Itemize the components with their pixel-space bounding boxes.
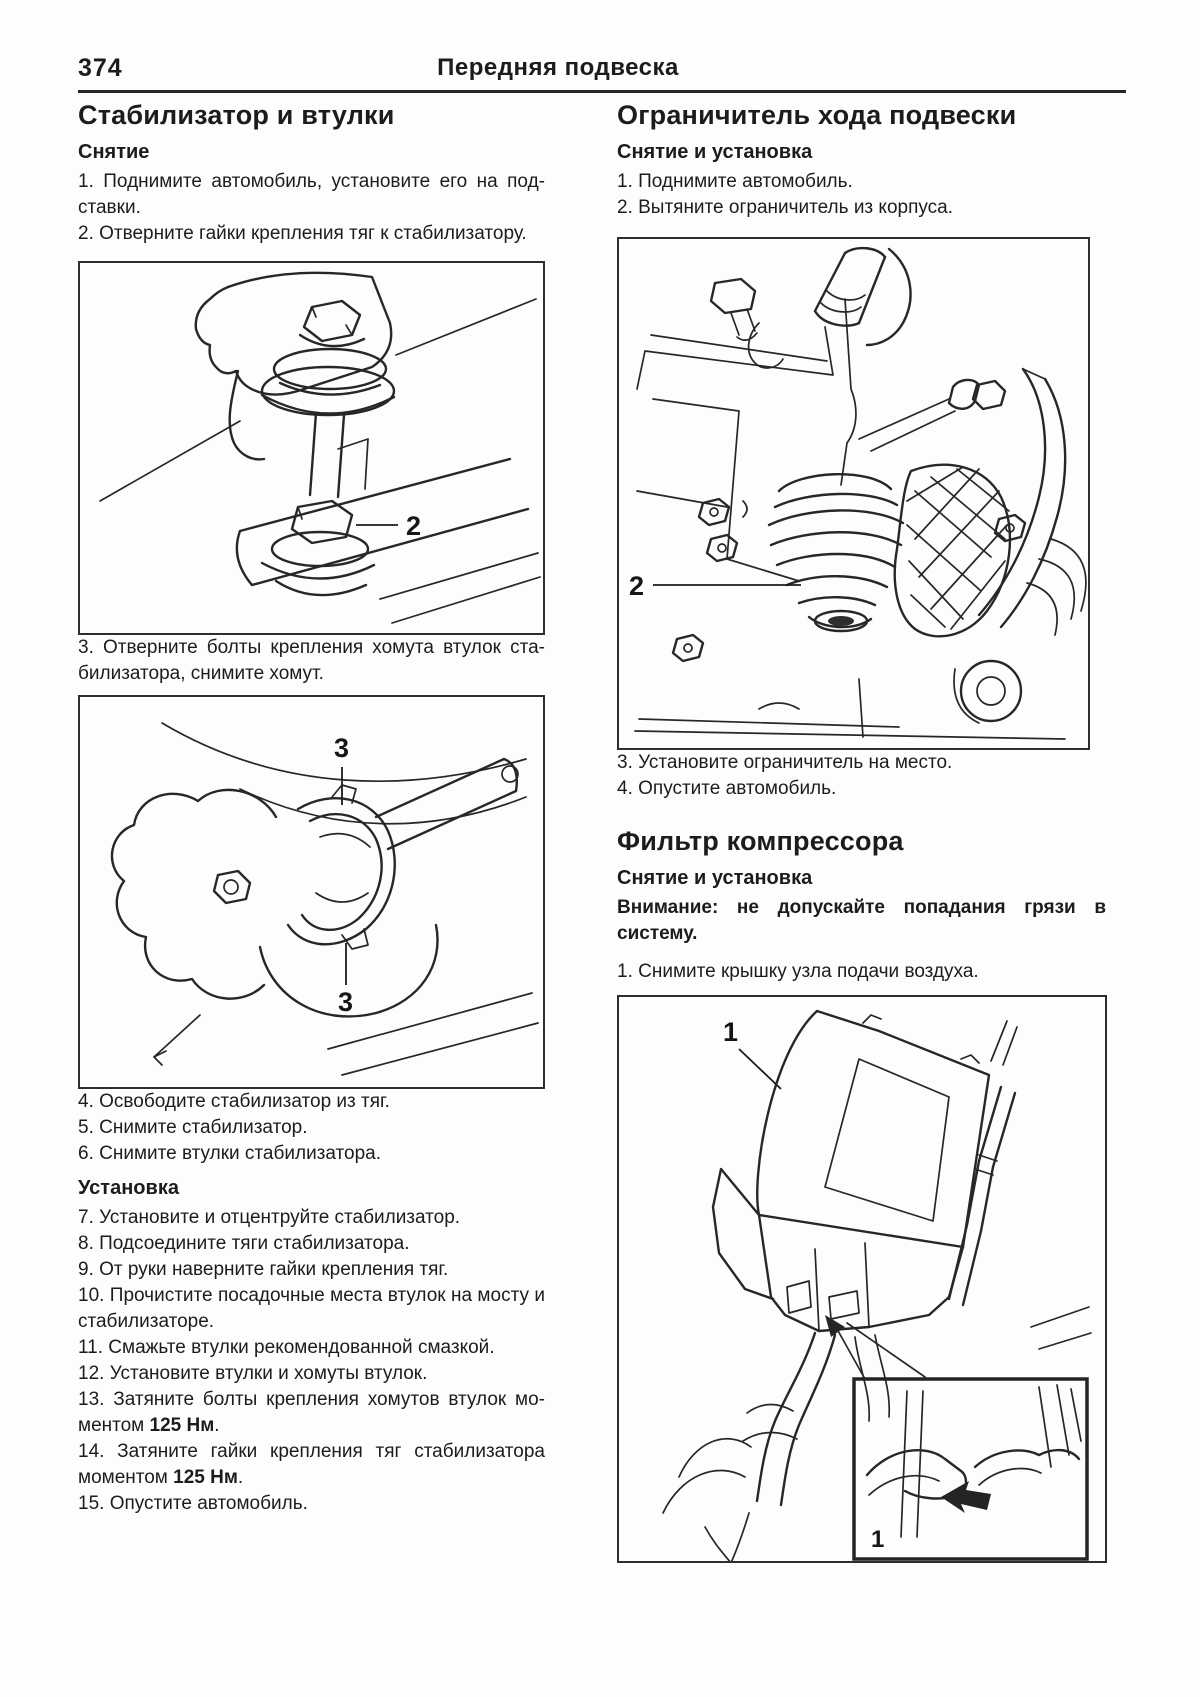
fig2-callout-label-bottom: 3	[338, 987, 354, 1017]
bushing-clamp-illustration	[80, 697, 543, 1087]
stabilizer-link-drawing	[100, 273, 540, 623]
figure-bump-stop	[617, 237, 1090, 750]
instruction-step: 1. Снимите крышку узла подачи воздуха.	[617, 961, 979, 982]
inset-direction-arrow	[941, 1481, 991, 1513]
instruction-step: 1. Поднимите автомобиль, установите его на подставки.	[78, 171, 545, 218]
instruction-step: 7. Установите и отцентруйте стабилизатор.	[78, 1207, 461, 1228]
instruction-step	[78, 1387, 545, 1439]
section-title-bump-stop: Ограничитель хода подвески	[617, 100, 1017, 130]
instruction-step: 3. Отверните болты крепления хомута втулок стабилизатора, снимите хомут.	[78, 637, 545, 684]
subheading-removal: Снятие	[78, 141, 150, 163]
instruction-step: 5. Снимите стабилизатор.	[78, 1117, 308, 1138]
figure-bushing-clamp	[78, 695, 545, 1089]
bump-stop-illustration	[619, 239, 1088, 748]
torque-value: 125 Нм	[149, 1415, 215, 1436]
instruction-step: 11. Смажьте втулки рекомендованной смазкой.	[78, 1337, 495, 1358]
bump-stop-drawing	[635, 248, 1086, 739]
fig3-callout-label: 2	[629, 571, 645, 601]
subheading-removal-install-2: Снятие и установка	[617, 867, 813, 889]
air-supply-cover-illustration	[619, 997, 1105, 1561]
figure-stabilizer-link	[78, 261, 545, 635]
right-column	[617, 100, 1122, 1563]
stabilizer-link-illustration	[80, 263, 543, 633]
instruction-step: 2. Вытяните ограничитель из корпуса.	[617, 197, 954, 218]
instruction-step: 12. Установите втулки и хомуты втулок.	[78, 1363, 428, 1384]
air-supply-cover-drawing	[663, 1011, 1091, 1561]
instruction-step: 8. Подсоедините тяги стабилизатора.	[78, 1233, 410, 1254]
left-column	[78, 100, 545, 1517]
instruction-step: 6. Снимите втулки стабилизатора.	[78, 1143, 382, 1164]
fig4-callout-label: 1	[723, 1017, 739, 1047]
fig2-callout-label-top: 3	[334, 733, 350, 763]
fig4-leader-line	[739, 1049, 781, 1089]
step-text: 13. Затяните болты крепления хомутов втулок моментом	[78, 1389, 545, 1436]
step-text: .	[237, 1467, 244, 1488]
fig4-inset-callout-label: 1	[871, 1526, 885, 1553]
instruction-step: 10. Прочистите посадочные места втулок на мосту и стабилизаторе.	[78, 1285, 545, 1332]
header-rule	[78, 90, 1126, 93]
instruction-step: 9. От руки наверните гайки крепления тяг.	[78, 1259, 449, 1280]
instruction-step	[78, 1439, 545, 1491]
instruction-step: 15. Опустите автомобиль.	[78, 1493, 308, 1514]
bushing-clamp-drawing	[112, 723, 538, 1075]
instruction-step: 3. Установите ограничитель на место.	[617, 752, 953, 773]
section-title-stabilizer: Стабилизатор и втулки	[78, 100, 395, 130]
figure-air-supply-cover	[617, 995, 1107, 1563]
step-text: 14. Затяните гайки крепления тяг стабилизатора моментом	[78, 1441, 545, 1488]
inset-detail-drawing	[867, 1385, 1081, 1537]
subheading-removal-install: Снятие и установка	[617, 141, 813, 163]
subheading-install: Установка	[78, 1177, 179, 1199]
page-header-title: Передняя подвеска	[437, 54, 679, 81]
callout-wedge-lines	[837, 1323, 925, 1379]
step-text: .	[214, 1415, 220, 1436]
torque-value: 125 Нм	[173, 1467, 238, 1488]
instruction-step: 4. Опустите автомобиль.	[617, 778, 837, 799]
instruction-step: 2. Отверните гайки крепления тяг к стабилизатору.	[78, 223, 527, 244]
section-title-compressor-filter: Фильтр компрессора	[617, 826, 904, 856]
page-number: 374	[78, 54, 123, 82]
fig1-callout-label: 2	[406, 511, 422, 541]
instruction-step: 1. Поднимите автомобиль.	[617, 171, 853, 192]
instruction-step: 4. Освободите стабилизатор из тяг.	[78, 1091, 390, 1112]
warning-note: Внимание: не допускайте попадания грязи в систему.	[617, 897, 1106, 944]
